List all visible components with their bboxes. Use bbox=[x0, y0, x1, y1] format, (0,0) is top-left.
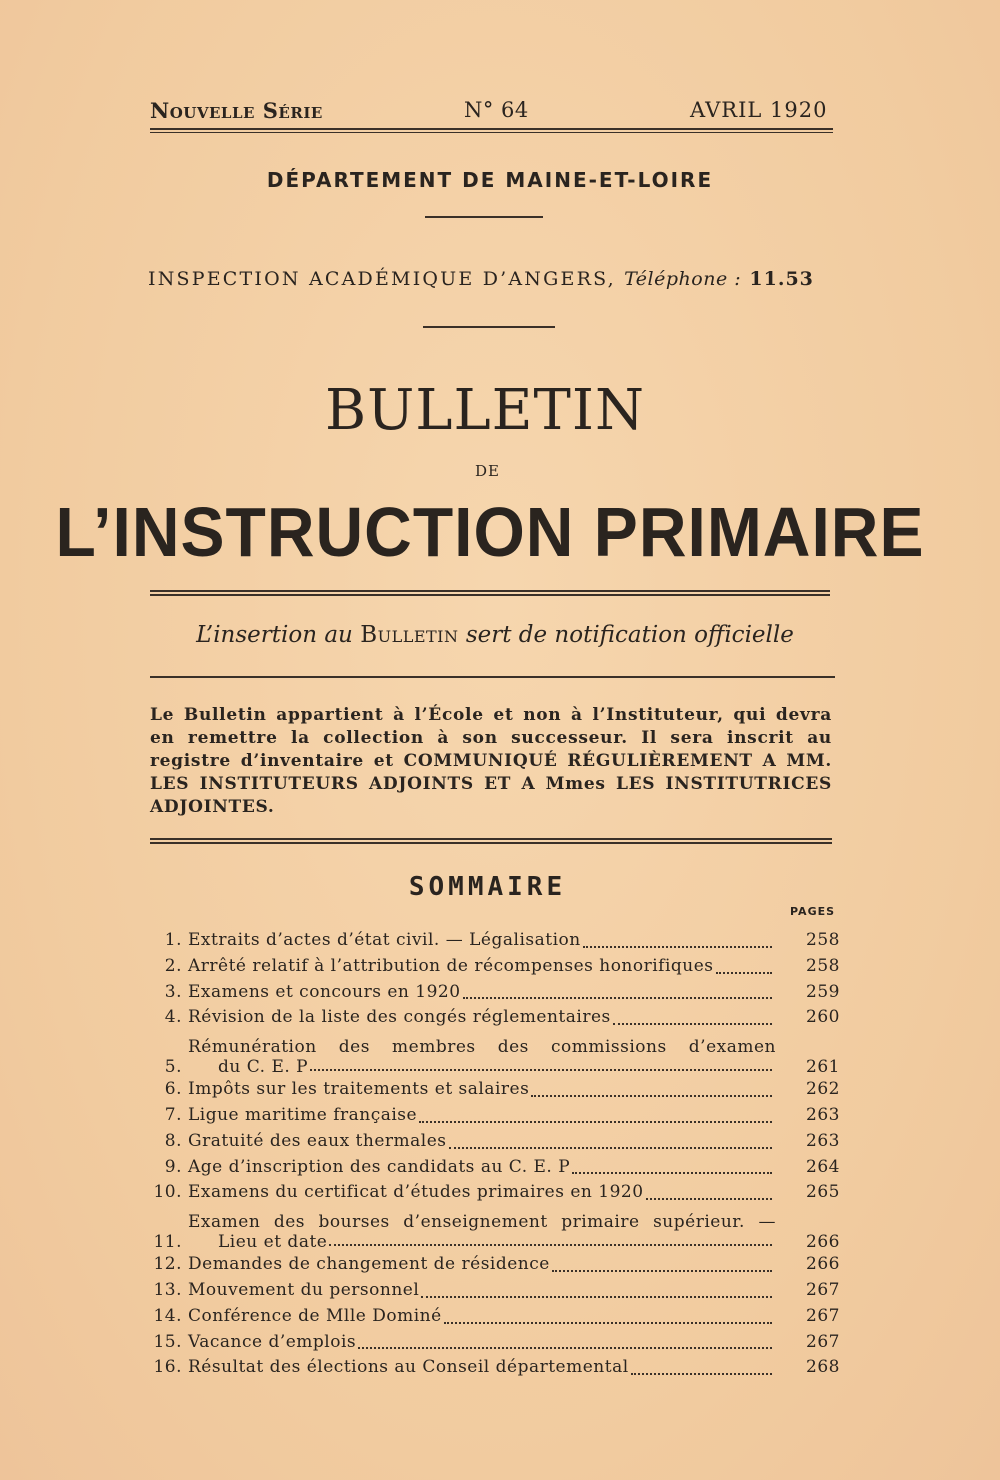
toc-entry-page: 265 bbox=[806, 1182, 840, 1203]
title-instruction-primaire: L’INSTRUCTION PRIMAIRE bbox=[55, 493, 925, 571]
toc-entry-number: 3. bbox=[164, 981, 182, 1002]
toc-entry-title: Impôts sur les traitements et salaires bbox=[188, 1079, 530, 1100]
toc-entry-number: 12. bbox=[153, 1254, 182, 1275]
toc-entry-body bbox=[182, 1077, 776, 1103]
toc-entry bbox=[150, 1077, 840, 1103]
toc-entry-page: 268 bbox=[806, 1357, 840, 1378]
title-de: DE bbox=[475, 462, 500, 480]
toc-entry bbox=[150, 980, 840, 1006]
toc-entry-number: 10. bbox=[153, 1182, 182, 1203]
toc-leader-dots bbox=[444, 1304, 772, 1324]
toc-entry-title-cont: Lieu et date bbox=[218, 1232, 328, 1253]
issue-date: AVRIL 1920 bbox=[690, 98, 828, 122]
title-bulletin: BULLETIN bbox=[324, 378, 646, 443]
toc-entry bbox=[150, 954, 840, 980]
toc-entry-body bbox=[182, 1330, 776, 1356]
pages-column-label: PAGES bbox=[790, 905, 836, 918]
notification-line bbox=[0, 622, 990, 648]
toc-leader-dots bbox=[552, 1252, 772, 1272]
toc-entry-page: 263 bbox=[806, 1130, 840, 1151]
toc-entry bbox=[150, 1278, 840, 1304]
toc-entry-number: 13. bbox=[153, 1279, 182, 1300]
toc-entry-body bbox=[182, 1180, 776, 1206]
toc-entry-number: 15. bbox=[153, 1331, 182, 1352]
toc-entry bbox=[150, 1330, 840, 1356]
toc-entry-title: Ligue maritime française bbox=[188, 1104, 418, 1125]
toc-entry-title: Conférence de Mlle Dominé bbox=[188, 1305, 442, 1326]
notification-prefix: L’insertion au bbox=[196, 622, 353, 648]
toc-entry-number: 1. bbox=[164, 930, 182, 950]
notification-bulletin: Bulletin bbox=[360, 622, 459, 648]
toc-entry-body bbox=[182, 954, 776, 980]
department-heading: DÉPARTEMENT DE MAINE-ET-LOIRE bbox=[266, 168, 714, 192]
header-rule bbox=[150, 128, 833, 133]
toc-entry-title: Révision de la liste des congés réglementaires bbox=[188, 1007, 611, 1028]
toc-entry-number: 5. bbox=[164, 1057, 182, 1078]
toc-leader-dots bbox=[646, 1180, 772, 1200]
toc-entry-number: 14. bbox=[153, 1305, 182, 1326]
toc-entry-page: 262 bbox=[806, 1079, 840, 1100]
toc-entry-body bbox=[182, 1155, 776, 1181]
toc-entry-page: 267 bbox=[806, 1331, 840, 1352]
toc-entry-title: Arrêté relatif à l’attribution de récompenses honorifiques bbox=[188, 955, 714, 976]
toc-entry-title: Examens du certificat d’études primaires en 1920 bbox=[188, 1182, 644, 1203]
toc-entry-page: 258 bbox=[806, 955, 840, 976]
inspection-line bbox=[148, 268, 814, 290]
toc-leader-dots bbox=[358, 1330, 772, 1350]
toc-leader-dots bbox=[329, 1232, 772, 1246]
toc-entry-page: 267 bbox=[806, 1305, 840, 1326]
toc-entry-body bbox=[182, 928, 776, 954]
toc-entry-body bbox=[182, 980, 776, 1006]
title-double-rule bbox=[150, 590, 830, 596]
issue-number: N° 64 bbox=[464, 98, 529, 122]
toc-entry bbox=[150, 1304, 840, 1330]
toc-leader-dots bbox=[419, 1103, 772, 1123]
toc-entry bbox=[150, 1355, 840, 1381]
toc-entry-number: 16. bbox=[153, 1357, 182, 1378]
toc-entry-title: Examens et concours en 1920 bbox=[188, 981, 461, 1002]
toc-leader-dots bbox=[421, 1278, 772, 1298]
toc-leader-dots bbox=[583, 928, 772, 948]
toc-entry-title: Mouvement du personnel bbox=[188, 1279, 420, 1300]
toc-entry-number: 8. bbox=[164, 1130, 182, 1151]
toc-entry-page: 263 bbox=[806, 1104, 840, 1125]
toc-entry-number: 4. bbox=[164, 1007, 182, 1028]
notification-rule bbox=[150, 676, 835, 678]
toc-entry bbox=[150, 1129, 840, 1155]
toc-entry-page: 258 bbox=[806, 930, 840, 950]
toc-entry-title: Rémunération des membres des commissions d’examen bbox=[188, 1037, 776, 1058]
toc-entry bbox=[150, 1005, 840, 1031]
toc-entry-title: Extraits d’actes d’état civil. — Légalisation bbox=[188, 930, 581, 950]
toc-leader-dots bbox=[463, 980, 772, 1000]
toc-leader-dots bbox=[631, 1355, 772, 1375]
toc-entry-title: Gratuité des eaux thermales bbox=[188, 1130, 447, 1151]
toc-entry-body bbox=[182, 1355, 776, 1381]
toc-leader-dots bbox=[449, 1129, 772, 1149]
ownership-notice: Le Bulletin appartient à l’École et non à l’Instituteur, qui devra en remettre la collection à son successeur. Il sera inscrit au registre d’inventaire et COMMUNIQUÉ RÉGULIÈREMENT A MM. LES INSTITUTEURS ADJOINTS ET A Mmes LES INSTITUTRICES ADJOINTES. bbox=[150, 705, 832, 817]
table-of-contents bbox=[150, 928, 840, 1381]
toc-entry bbox=[150, 1180, 840, 1206]
toc-entry bbox=[150, 1031, 840, 1077]
toc-entry-number: 9. bbox=[164, 1156, 182, 1177]
toc-entry bbox=[150, 1206, 840, 1252]
toc-entry-body bbox=[182, 1103, 776, 1129]
phone-number: 11.53 bbox=[749, 268, 814, 290]
toc-entry-number: 11. bbox=[153, 1232, 182, 1253]
toc-entry bbox=[150, 928, 840, 954]
toc-leader-dots bbox=[572, 1155, 772, 1175]
toc-entry-title: Vacance d’emplois bbox=[188, 1331, 357, 1352]
toc-leader-dots bbox=[716, 954, 772, 974]
toc-leader-dots bbox=[613, 1005, 772, 1025]
series-label: Nouvelle Série bbox=[150, 98, 323, 123]
toc-leader-dots bbox=[531, 1077, 772, 1097]
sommaire-title: SOMMAIRE bbox=[408, 872, 567, 902]
toc-entry-body bbox=[182, 1129, 776, 1155]
notification-suffix: sert de notification officielle bbox=[465, 622, 794, 648]
toc-entry-number: 2. bbox=[164, 955, 182, 976]
separator-rule bbox=[423, 326, 555, 328]
toc-entry-page: 259 bbox=[806, 981, 840, 1002]
toc-entry-body bbox=[182, 1278, 776, 1304]
toc-entry-body bbox=[182, 1005, 776, 1031]
toc-entry-body bbox=[182, 1304, 776, 1330]
toc-entry-page: 266 bbox=[806, 1254, 840, 1275]
toc-entry-title-cont: du C. E. P bbox=[218, 1057, 309, 1078]
toc-entry bbox=[150, 1103, 840, 1129]
toc-leader-dots bbox=[310, 1057, 772, 1071]
inspection-text: INSPECTION ACADÉMIQUE D’ANGERS, bbox=[148, 268, 616, 290]
toc-entry-page: 266 bbox=[806, 1232, 840, 1253]
toc-entry-title: Demandes de changement de résidence bbox=[188, 1254, 550, 1275]
toc-entry-page: 267 bbox=[806, 1279, 840, 1300]
toc-entry bbox=[150, 1252, 840, 1278]
separator-rule bbox=[425, 216, 543, 218]
notice-double-rule bbox=[150, 838, 832, 844]
phone-label: Téléphone : bbox=[624, 268, 742, 290]
toc-entry-title: Examen des bourses d’enseignement primaire supérieur. — bbox=[188, 1212, 776, 1233]
toc-entry-body bbox=[182, 1252, 776, 1278]
toc-entry-number: 7. bbox=[164, 1104, 182, 1125]
toc-entry-page: 260 bbox=[806, 1007, 840, 1028]
toc-entry-number: 6. bbox=[164, 1079, 182, 1100]
toc-entry-title: Age d’inscription des candidats au C. E. P bbox=[188, 1156, 571, 1177]
toc-entry-page: 264 bbox=[806, 1156, 840, 1177]
toc-entry-body bbox=[182, 1212, 776, 1252]
toc-entry-title: Résultat des élections au Conseil départemental bbox=[188, 1357, 629, 1378]
toc-entry bbox=[150, 1155, 840, 1181]
toc-entry-page: 261 bbox=[806, 1057, 840, 1078]
toc-entry-body bbox=[182, 1037, 776, 1077]
